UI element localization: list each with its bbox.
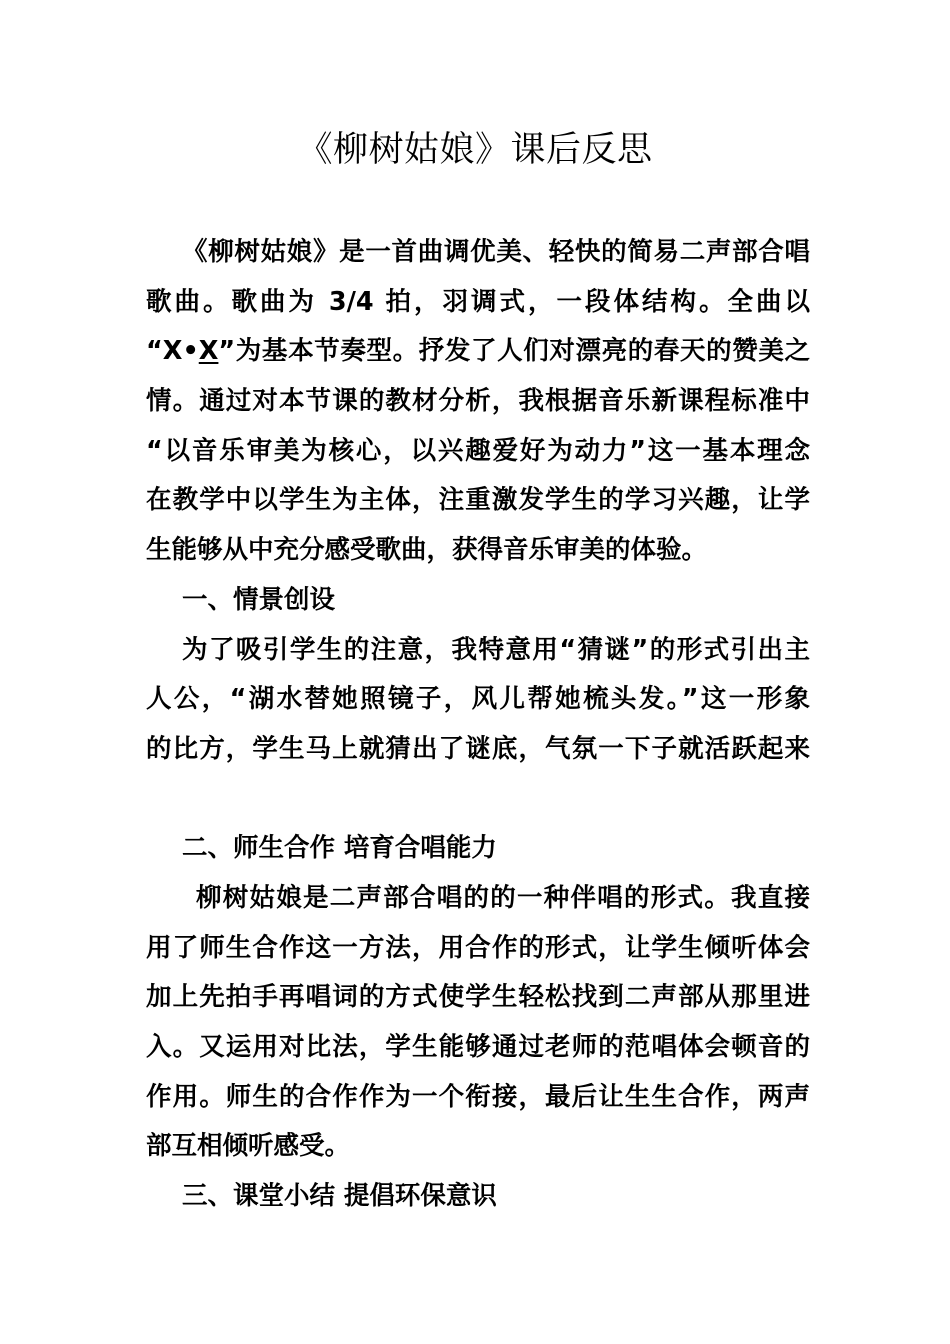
rhythm-pattern-line [146, 327, 810, 377]
paragraph-line: “以音乐审美为核心，以兴趣爱好为动力”这一基本理念 [146, 435, 810, 466]
document-title: 《柳树姑娘》课后反思 [297, 130, 653, 170]
paragraph-line: 柳树姑娘是二声部合唱的的一种伴唱的形式。我直接 [196, 882, 810, 913]
paragraph-line: 用了师生合作这一方法，用合作的形式，让学生倾听体会 [146, 932, 810, 963]
paragraph-line: 加上先拍手再唱词的方式使学生轻松找到二声部从那里进 [146, 982, 810, 1013]
paragraph-line: 人公，“湖水替她照镜子，风儿帮她梳头发。”这一形象 [146, 684, 810, 715]
paragraph-line: 作用。师生的合作作为一个衔接，最后让生生合作，两声 [146, 1081, 810, 1112]
paragraph-line: 情。通过对本节课的教材分析，我根据音乐新课程标准中 [146, 386, 810, 417]
document-body [146, 228, 810, 1222]
blank-line [146, 775, 810, 825]
section-heading: 三、课堂小结 提倡环保意识 [182, 1181, 497, 1212]
paragraph-line: 歌曲。歌曲为 3/4 拍，羽调式，一段体结构。全曲以 [146, 286, 810, 317]
rhythm-note: X [162, 336, 183, 367]
paragraph-line: 的比方，学生马上就猜出了谜底，气氛一下子就活跃起来 [146, 733, 810, 764]
paragraph-line: 生能够从中充分感受歌曲，获得音乐审美的体验。 [146, 535, 708, 566]
paragraph-line: 部互相倾听感受。 [146, 1131, 351, 1162]
paragraph-line: 为了吸引学生的注意，我特意用“猜谜”的形式引出主 [182, 634, 810, 665]
paragraph-line: 入。又运用对比法，学生能够通过老师的范唱体会顿音的 [146, 1032, 810, 1062]
rhythm-note-underlined: X [198, 336, 219, 367]
paragraph-line: 《柳树姑娘》是一首曲调优美、轻快的简易二声部合唱 [182, 237, 810, 267]
rhythm-line-text: ”为基本节奏型。抒发了人们对漂亮的春天的赞美之 [218, 336, 810, 367]
rhythm-dot: • [182, 336, 199, 367]
section-heading: 二、师生合作 培育合唱能力 [182, 833, 497, 864]
quote-mark: “ [146, 336, 163, 367]
section-heading: 一、情景创设 [182, 584, 336, 615]
paragraph-line: 在教学中以学生为主体，注重激发学生的学习兴趣，让学 [146, 485, 810, 516]
